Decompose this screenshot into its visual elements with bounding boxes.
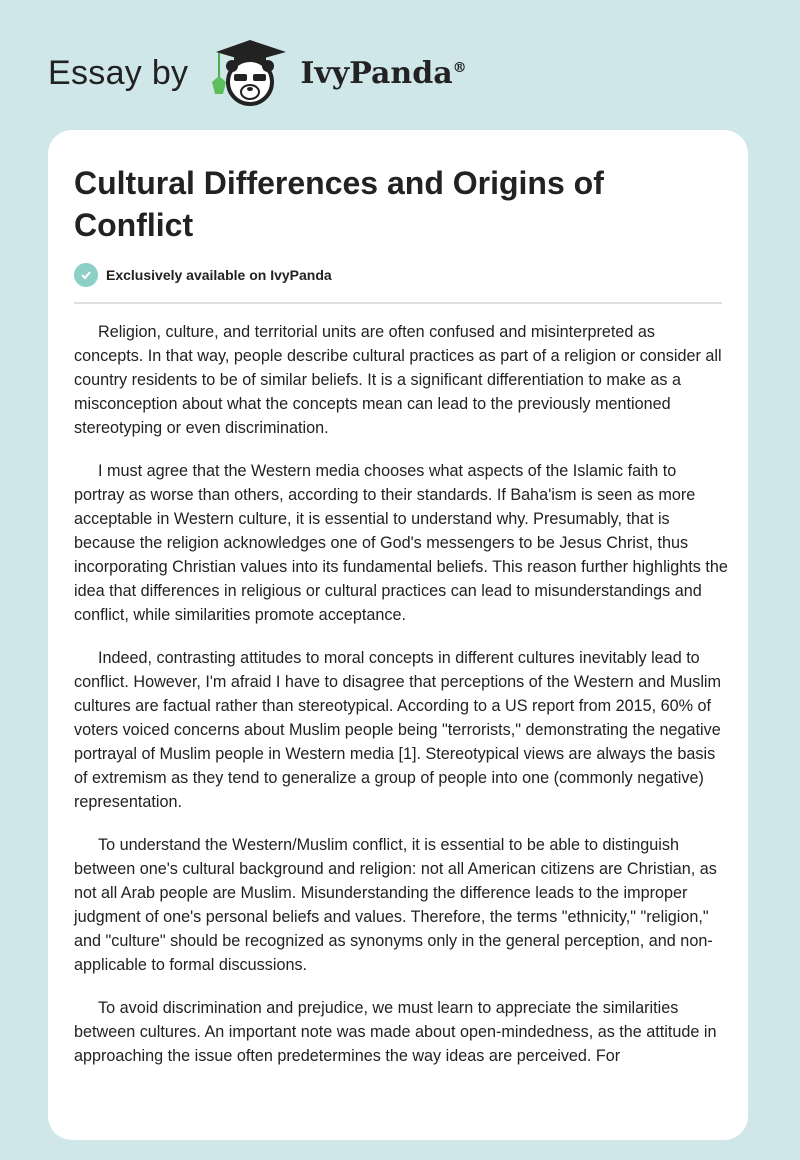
exclusive-label: Exclusively available on IvyPanda [106, 267, 332, 283]
site-header [48, 38, 467, 108]
divider [74, 302, 722, 304]
paragraph: I must agree that the Western media chooses what aspects of the Islamic faith to portray as worse than others, according to their standards. If Baha'ism is seen as more acceptable in Western culture, it is essential to understand why. Presumably, that is because the religion acknowledges one of God's messengers to be Jesus Christ, thus incorporating Christian values into its fundamental beliefs. This reason further highlights the idea that differences in religious or cultural practices can lead to misunderstandings and conflict, while similarities promote acceptance. [74, 462, 728, 624]
check-icon [74, 263, 98, 287]
paragraph: To understand the Western/Muslim conflict, it is essential to be able to distinguish between one's cultural background and religion: not all American citizens are Christian, as not all Arab people are Muslim. Misunderstanding the difference leads to the improper judgment of one's personal beliefs and values. Therefore, the terms "ethnicity," "religion," and "culture" should be recognized as synonyms only in the general perception, and non-applicable to formal discussions. [74, 836, 717, 974]
paragraph: To avoid discrimination and prejudice, we must learn to appreciate the similarities between cultures. An important note was made about open-mindedness, as the attitude in approaching the issue often predetermines the way ideas are perceived. For [74, 999, 717, 1065]
essay-body [74, 320, 728, 1087]
brand-name[interactable]: IvyPanda® [300, 55, 467, 91]
ivypanda-logo-icon[interactable] [206, 38, 292, 108]
exclusive-badge [74, 263, 332, 287]
paragraph: Religion, culture, and territorial units are often confused and misinterpreted as concepts. In that way, people describe cultural practices as part of a religion or consider all country residents to be of similar beliefs. It is a significant differentiation to make as a misconception about what the concepts mean can lead to the previously mentioned stereotyping or even discrimination. [74, 323, 722, 437]
page-title: Cultural Differences and Origins of Conflict [74, 165, 604, 243]
essay-by-label: Essay by [48, 53, 189, 92]
paragraph: Indeed, contrasting attitudes to moral concepts in different cultures inevitably lead to conflict. However, I'm afraid I have to disagree that perceptions of the Western and Muslim cultures are factual rather than stereotypical. According to a US report from 2015, 60% of voters voiced concerns about Muslim people being "terrorists," demonstrating the negative portrayal of Muslim people in Western media [1]. Stereotypical views are always the basis of extremism as they tend to generalize a group of people into one (commonly negative) representation. [74, 649, 722, 811]
essay-card [48, 130, 748, 1140]
